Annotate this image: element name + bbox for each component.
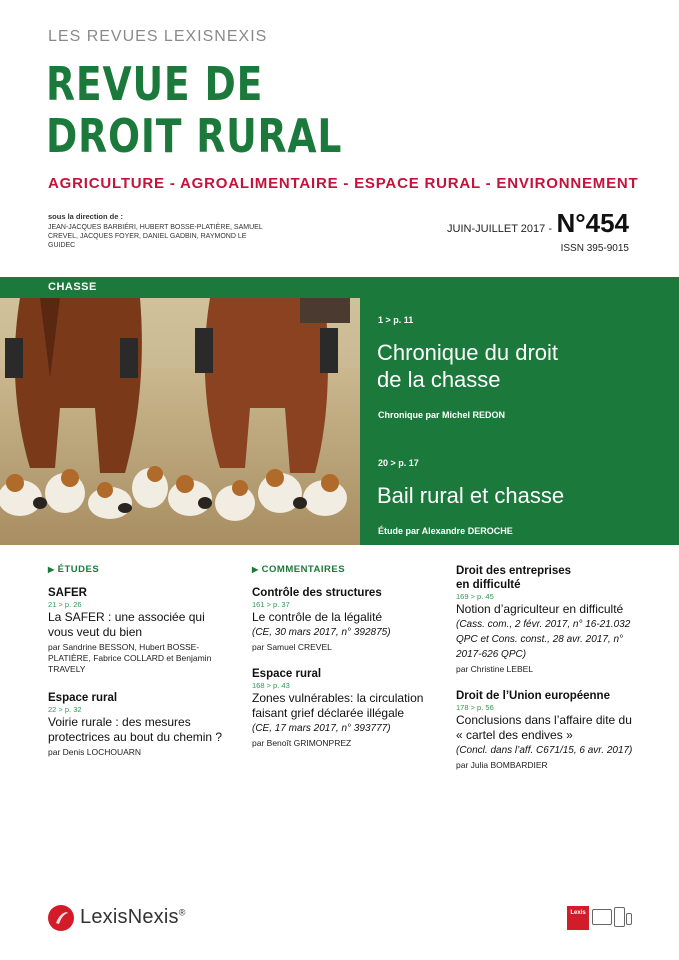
col3-item-text: Conclusions dans l’affaire dite du « cartel des endives » [456, 713, 632, 742]
registered-mark: ® [178, 907, 186, 918]
issn: ISSN 395-9015 [560, 243, 629, 254]
etudes-item-heading: SAFER [48, 587, 87, 599]
journal-title [46, 58, 342, 162]
lexis360-badge [567, 906, 589, 930]
commentaires-item-heading: Contrôle des structures [252, 587, 382, 599]
journal-title-line2: DROIT RURAL [46, 109, 343, 163]
journal-title-line1: REVUE DE [46, 57, 264, 111]
triangle-icon: ▶ [48, 565, 55, 574]
etudes-header [48, 564, 228, 575]
feature-2-ref: 20 > p. 17 [378, 458, 419, 468]
commentaires-item-cite: (CE, 30 mars 2017, n° 392875) [252, 627, 391, 638]
commentaires-item-author: par Benoît GRIMONPREZ [252, 738, 352, 748]
col3-item-cite: (Cass. com., 2 févr. 2017, n° 16-21.032 QPC et Cons. const., 28 avr. 2017, n° 2017-626 QPC) [456, 619, 631, 660]
commentaires-item-ref: 168 > p. 43 [252, 681, 290, 690]
etudes-item-author: par Denis LOCHOUARN [48, 747, 142, 757]
etudes-item-text: La SAFER : une associée qui vous veut du bien [48, 610, 205, 639]
col3-item-author: par Christine LEBEL [456, 664, 534, 674]
feature-1-title-line2: de la chasse [377, 367, 501, 392]
col3-item-heading [456, 564, 636, 592]
col3-item-cite: (Concl. dans l’aff. C671/15, 6 avr. 2017) [456, 745, 633, 756]
triangle-icon: ▶ [252, 565, 259, 574]
col3-item-author: par Julia BOMBARDIER [456, 760, 548, 770]
col3-item-ref: 178 > p. 56 [456, 703, 494, 712]
hunting-photo-illustration [0, 298, 360, 545]
phone-icon [626, 913, 632, 925]
col3-item-text: Notion d’agriculteur en difficulté [456, 602, 624, 616]
cover-photo [0, 298, 360, 545]
commentaires-item-cite: (CE, 17 mars 2017, n° 393777) [252, 723, 391, 734]
direction-names: JEAN-JACQUES BARBIÉRI, HUBERT BOSSE-PLATIÈRE, SAMUEL CREVEL, JACQUES FOYER, DANIEL GADBIN, RAYMOND LE GUIDEC [48, 224, 263, 249]
etudes-label: ÉTUDES [57, 564, 100, 575]
etudes-item-ref: 21 > p. 26 [48, 600, 82, 609]
commentaires-item-text: Le contrôle de la légalité [252, 610, 383, 624]
lexisnexis-logo [80, 906, 186, 929]
commentaires-item-text: Zones vulnérables: la circulation faisant grief déclarée illégale [252, 691, 424, 720]
etudes-item-ref: 22 > p. 32 [48, 705, 82, 714]
panel-notch [350, 292, 370, 308]
issue-info [447, 208, 629, 239]
etudes-column [48, 564, 228, 758]
commentaires-item-ref: 161 > p. 37 [252, 600, 290, 609]
feature-2-title[interactable]: Bail rural et chasse [377, 483, 565, 508]
section-label: CHASSE [48, 281, 97, 293]
col3-column [456, 564, 636, 771]
etudes-item-text: Voirie rurale : des mesures protectrices au bout du chemin ? [48, 715, 223, 744]
tablet-icon [614, 907, 625, 927]
issue-date: JUIN-JUILLET 2017 - [447, 223, 552, 235]
col3-item-ref: 169 > p. 45 [456, 592, 494, 601]
etudes-item-1[interactable] [48, 586, 228, 675]
commentaires-item-heading: Espace rural [252, 668, 322, 680]
col3-item-1[interactable] [456, 564, 636, 675]
feature-1-title-line1: Chronique du droit [377, 340, 559, 365]
feature-1-title[interactable] [377, 339, 558, 393]
commentaires-column [252, 564, 437, 749]
badge-text: Lexis [570, 910, 586, 916]
commentaires-item-author: par Samuel CREVEL [252, 642, 332, 652]
col3-item-heading: Droit de l’Union européenne [456, 690, 610, 702]
series-name: LES REVUES LEXISNEXIS [48, 28, 268, 45]
col3-item-2[interactable] [456, 689, 636, 771]
etudes-item-2[interactable] [48, 691, 228, 758]
feature-1-ref: 1 > p. 11 [378, 315, 414, 325]
logo-text: LexisNexis [80, 906, 179, 928]
commentaires-header [252, 564, 437, 575]
etudes-item-heading: Espace rural [48, 692, 118, 704]
feature-1-author: Chronique par Michel REDON [378, 410, 506, 420]
issue-number: N°454 [556, 208, 629, 238]
journal-subtitle: AGRICULTURE - AGROALIMENTAIRE - ESPACE RURAL - ENVIRONNEMENT [48, 175, 639, 192]
commentaires-item-2[interactable] [252, 667, 437, 749]
commentaires-label: COMMENTAIRES [261, 564, 346, 575]
col3-item-heading-line2: en difficulté [456, 579, 521, 591]
lexisnexis-logo-icon [48, 905, 74, 931]
col3-item-heading-line1: Droit des entreprises [456, 565, 572, 577]
logo-swirl-icon [48, 905, 74, 931]
laptop-icon [592, 909, 612, 925]
commentaires-item-1[interactable] [252, 586, 437, 653]
feature-2-author: Étude par Alexandre DEROCHE [378, 526, 513, 536]
editorial-board [48, 212, 268, 250]
etudes-item-author: par Sandrine BESSON, Hubert BOSSE-PLATIÈRE, Fabrice COLLARD et Benjamin TRAVELY [48, 642, 212, 674]
direction-label: sous la direction de : [48, 212, 124, 221]
